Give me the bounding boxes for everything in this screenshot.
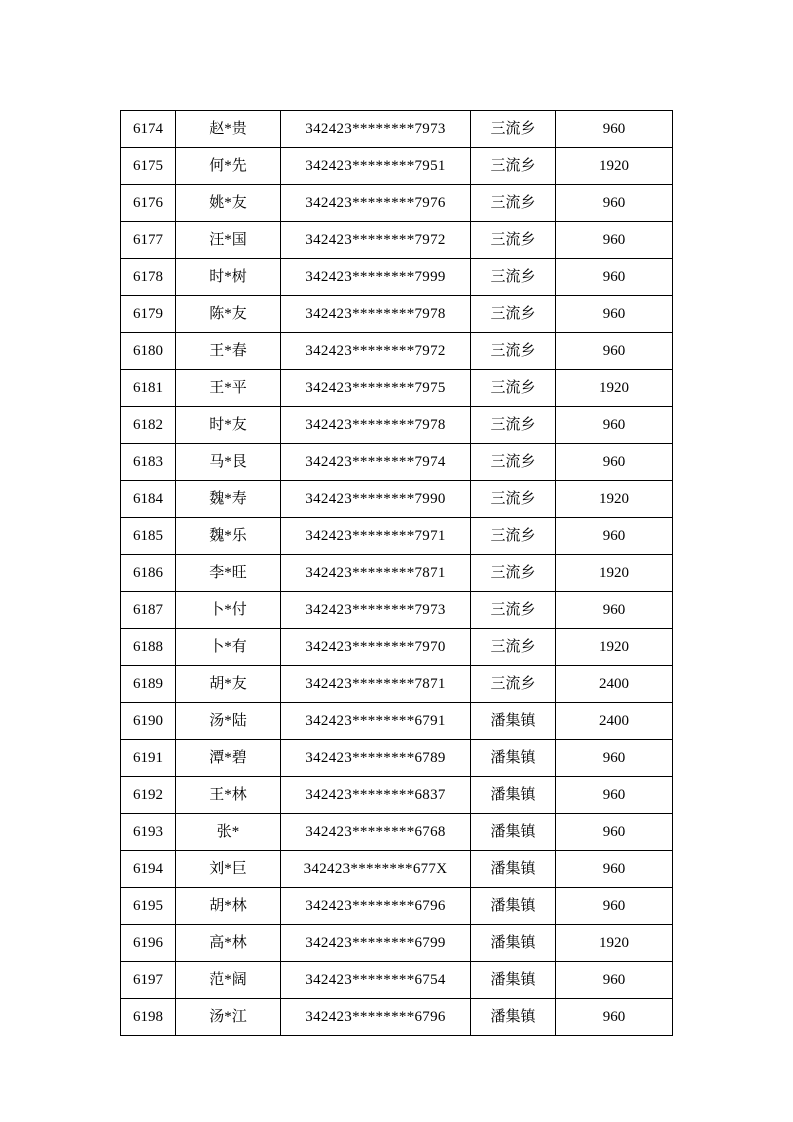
- cell-amount: 960: [556, 185, 673, 222]
- cell-town: 三流乡: [471, 592, 556, 629]
- cell-name: 范*阔: [176, 962, 281, 999]
- table-row: [121, 518, 673, 555]
- cell-amount: 960: [556, 592, 673, 629]
- cell-id-number: 342423********6799: [281, 925, 471, 962]
- cell-town: 潘集镇: [471, 703, 556, 740]
- cell-id-number: 342423********7976: [281, 185, 471, 222]
- table-row: [121, 962, 673, 999]
- cell-name: 李*旺: [176, 555, 281, 592]
- cell-town: 三流乡: [471, 407, 556, 444]
- cell-id-number: 342423********7973: [281, 111, 471, 148]
- cell-name: 陈*友: [176, 296, 281, 333]
- cell-id-number: 342423********7974: [281, 444, 471, 481]
- cell-name: 潭*碧: [176, 740, 281, 777]
- cell-town: 三流乡: [471, 148, 556, 185]
- cell-amount: 960: [556, 444, 673, 481]
- cell-amount: 960: [556, 777, 673, 814]
- cell-index: 6197: [121, 962, 176, 999]
- cell-name: 胡*林: [176, 888, 281, 925]
- cell-name: 姚*友: [176, 185, 281, 222]
- cell-index: 6181: [121, 370, 176, 407]
- table-row: [121, 333, 673, 370]
- cell-index: 6195: [121, 888, 176, 925]
- cell-amount: 960: [556, 740, 673, 777]
- cell-town: 三流乡: [471, 222, 556, 259]
- cell-id-number: 342423********6796: [281, 888, 471, 925]
- cell-id-number: 342423********677X: [281, 851, 471, 888]
- cell-amount: 960: [556, 222, 673, 259]
- cell-amount: 2400: [556, 703, 673, 740]
- cell-index: 6185: [121, 518, 176, 555]
- table-row: [121, 555, 673, 592]
- cell-name: 马*艮: [176, 444, 281, 481]
- table-row: [121, 185, 673, 222]
- cell-name: 赵*贵: [176, 111, 281, 148]
- cell-name: 张*: [176, 814, 281, 851]
- cell-index: 6174: [121, 111, 176, 148]
- cell-id-number: 342423********6837: [281, 777, 471, 814]
- cell-id-number: 342423********6789: [281, 740, 471, 777]
- table-row: [121, 703, 673, 740]
- cell-town: 潘集镇: [471, 777, 556, 814]
- cell-town: 潘集镇: [471, 851, 556, 888]
- cell-amount: 1920: [556, 555, 673, 592]
- cell-name: 高*林: [176, 925, 281, 962]
- cell-index: 6193: [121, 814, 176, 851]
- cell-id-number: 342423********6791: [281, 703, 471, 740]
- cell-index: 6191: [121, 740, 176, 777]
- cell-name: 汪*国: [176, 222, 281, 259]
- cell-id-number: 342423********6768: [281, 814, 471, 851]
- cell-town: 三流乡: [471, 666, 556, 703]
- cell-amount: 960: [556, 962, 673, 999]
- cell-name: 刘*巨: [176, 851, 281, 888]
- cell-id-number: 342423********6754: [281, 962, 471, 999]
- cell-amount: 960: [556, 259, 673, 296]
- table-row: [121, 407, 673, 444]
- cell-name: 卜*付: [176, 592, 281, 629]
- cell-name: 胡*友: [176, 666, 281, 703]
- cell-name: 魏*乐: [176, 518, 281, 555]
- cell-name: 王*林: [176, 777, 281, 814]
- table-row: [121, 370, 673, 407]
- cell-name: 时*树: [176, 259, 281, 296]
- cell-amount: 960: [556, 888, 673, 925]
- cell-town: 三流乡: [471, 518, 556, 555]
- cell-id-number: 342423********7978: [281, 407, 471, 444]
- cell-id-number: 342423********7978: [281, 296, 471, 333]
- cell-index: 6189: [121, 666, 176, 703]
- cell-town: 三流乡: [471, 481, 556, 518]
- cell-amount: 960: [556, 999, 673, 1036]
- table-row: [121, 666, 673, 703]
- cell-amount: 2400: [556, 666, 673, 703]
- cell-amount: 1920: [556, 925, 673, 962]
- table-row: [121, 999, 673, 1036]
- table-row: [121, 296, 673, 333]
- table-row: [121, 148, 673, 185]
- cell-amount: 960: [556, 296, 673, 333]
- cell-name: 王*平: [176, 370, 281, 407]
- cell-index: 6192: [121, 777, 176, 814]
- cell-town: 三流乡: [471, 111, 556, 148]
- table-row: [121, 481, 673, 518]
- cell-amount: 1920: [556, 370, 673, 407]
- cell-name: 时*友: [176, 407, 281, 444]
- cell-name: 王*春: [176, 333, 281, 370]
- table-row: [121, 629, 673, 666]
- cell-index: 6177: [121, 222, 176, 259]
- cell-id-number: 342423********7990: [281, 481, 471, 518]
- cell-id-number: 342423********7871: [281, 555, 471, 592]
- cell-id-number: 342423********7999: [281, 259, 471, 296]
- cell-town: 潘集镇: [471, 888, 556, 925]
- cell-index: 6183: [121, 444, 176, 481]
- cell-name: 汤*陆: [176, 703, 281, 740]
- cell-town: 潘集镇: [471, 999, 556, 1036]
- cell-town: 三流乡: [471, 555, 556, 592]
- cell-town: 三流乡: [471, 333, 556, 370]
- table-row: [121, 444, 673, 481]
- cell-amount: 960: [556, 407, 673, 444]
- table-row: [121, 888, 673, 925]
- cell-index: 6194: [121, 851, 176, 888]
- cell-id-number: 342423********7972: [281, 333, 471, 370]
- cell-town: 潘集镇: [471, 814, 556, 851]
- table-row: [121, 814, 673, 851]
- cell-amount: 960: [556, 111, 673, 148]
- cell-index: 6184: [121, 481, 176, 518]
- cell-id-number: 342423********7973: [281, 592, 471, 629]
- cell-amount: 960: [556, 851, 673, 888]
- table-row: [121, 925, 673, 962]
- cell-id-number: 342423********7972: [281, 222, 471, 259]
- cell-town: 潘集镇: [471, 925, 556, 962]
- cell-town: 三流乡: [471, 296, 556, 333]
- cell-index: 6196: [121, 925, 176, 962]
- cell-index: 6176: [121, 185, 176, 222]
- cell-amount: 1920: [556, 629, 673, 666]
- cell-index: 6188: [121, 629, 176, 666]
- cell-name: 魏*寿: [176, 481, 281, 518]
- table-row: [121, 592, 673, 629]
- cell-name: 何*先: [176, 148, 281, 185]
- cell-id-number: 342423********7975: [281, 370, 471, 407]
- cell-index: 6198: [121, 999, 176, 1036]
- cell-index: 6179: [121, 296, 176, 333]
- cell-town: 三流乡: [471, 629, 556, 666]
- table-row: [121, 740, 673, 777]
- cell-amount: 1920: [556, 481, 673, 518]
- table-row: [121, 222, 673, 259]
- cell-name: 卜*有: [176, 629, 281, 666]
- cell-index: 6175: [121, 148, 176, 185]
- cell-index: 6182: [121, 407, 176, 444]
- cell-amount: 1920: [556, 148, 673, 185]
- cell-id-number: 342423********7951: [281, 148, 471, 185]
- cell-town: 三流乡: [471, 370, 556, 407]
- cell-index: 6187: [121, 592, 176, 629]
- table-body: [121, 111, 673, 1036]
- table-row: [121, 777, 673, 814]
- table-row: [121, 259, 673, 296]
- cell-town: 潘集镇: [471, 962, 556, 999]
- cell-id-number: 342423********7871: [281, 666, 471, 703]
- cell-amount: 960: [556, 518, 673, 555]
- cell-id-number: 342423********6796: [281, 999, 471, 1036]
- beneficiary-table: [120, 110, 673, 1036]
- cell-town: 潘集镇: [471, 740, 556, 777]
- cell-id-number: 342423********7970: [281, 629, 471, 666]
- cell-town: 三流乡: [471, 259, 556, 296]
- table-row: [121, 851, 673, 888]
- cell-name: 汤*江: [176, 999, 281, 1036]
- table-row: [121, 111, 673, 148]
- cell-id-number: 342423********7971: [281, 518, 471, 555]
- cell-amount: 960: [556, 814, 673, 851]
- cell-amount: 960: [556, 333, 673, 370]
- cell-town: 三流乡: [471, 444, 556, 481]
- cell-index: 6180: [121, 333, 176, 370]
- cell-town: 三流乡: [471, 185, 556, 222]
- cell-index: 6186: [121, 555, 176, 592]
- cell-index: 6178: [121, 259, 176, 296]
- cell-index: 6190: [121, 703, 176, 740]
